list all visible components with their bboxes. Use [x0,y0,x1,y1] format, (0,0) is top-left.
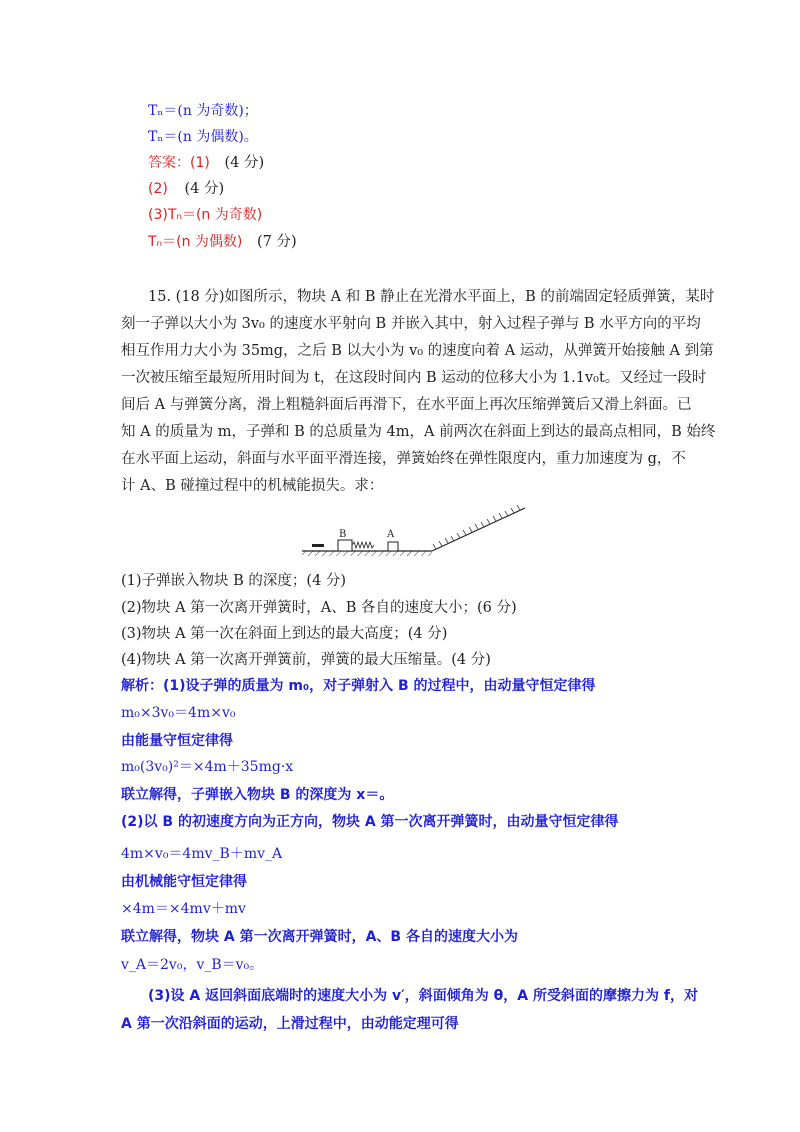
answer-2-line [148,179,224,199]
answer-2-label: (2) [148,181,168,197]
answer-1-score: (4 分) [224,155,265,171]
solution-line-7: 4m×v₀＝4mv_B＋mv_A [121,846,283,862]
problem-line-8: 计 A、B 碰撞过程中的机械能损失。求： [121,478,384,494]
answer-2-score: (4 分) [184,181,225,197]
incline-line [432,508,525,551]
bullet [312,544,324,547]
solution-line-10: 联立解得，物块 A 第一次离开弹簧时，A、B 各自的速度大小为 [121,929,518,945]
incline-hatch [433,505,520,549]
answer-3b-score: (7 分) [257,234,297,250]
question-2: (2)物块 A 第一次离开弹簧时，A、B 各自的速度大小；(6 分) [121,600,517,616]
problem-line-4: 一次被压缩至最短所用时间为 t，在这段时间内 B 运动的位移大小为 1.1v₀t。又经过一段时 [121,370,707,386]
solution-line-13: A 第一次沿斜面的运动，上滑过程中，由动能定理可得 [121,1016,459,1032]
problem-line-7: 在水平面上运动，斜面与水平面平滑连接，弹簧始终在弹性限度内，重力加速度为 g，不 [121,451,686,467]
solution-line-11: v_A＝2v₀，v_B＝v₀。 [121,957,264,973]
solution-line-5: 联立解得，子弹嵌入物块 B 的深度为 x＝。 [121,787,394,803]
spring [352,542,374,548]
answer-3b-line [148,232,297,252]
tn-even-line: Tₙ＝(n 为偶数)。 [148,129,258,145]
problem-line-3: 相互作用力大小为 35mg，之后 B 以大小为 v₀ 的速度向着 A 运动，从弹簧开始接触 A 到第 [121,343,714,359]
ground-hatch [302,551,432,556]
question-4: (4)物块 A 第一次离开弹簧前，弹簧的最大压缩量。(4 分) [121,652,491,668]
block-a [388,542,398,551]
answer-3b-label: Tₙ＝(n 为偶数) [148,234,243,250]
solution-line-12: (3)设 A 返回斜面底端时的速度大小为 v′，斜面倾角为 θ，A 所受斜面的摩擦力为 f，对 [148,988,698,1004]
answer-1-line [148,153,264,173]
block-a-label: A [387,529,395,540]
solution-line-9: ×4m＝×4mv＋mv [121,901,246,917]
tn-odd-line: Tₙ＝(n 为奇数)； [148,103,258,119]
solution-line-3: 由能量守恒定律得 [121,733,233,749]
question-1: (1)子弹嵌入物块 B 的深度；(4 分) [121,573,347,589]
problem-line-1: 15. (18 分)如图所示，物块 A 和 B 静止在光滑水平面上，B 的前端固定轻质弹簧，某时 [148,289,715,305]
problem-line-6: 知 A 的质量为 m，子弹和 B 的总质量为 4m，A 前两次在斜面上到达的最高点相同，B 始终 [121,424,716,440]
question-3: (3)物块 A 第一次在斜面上到达的最大高度；(4 分) [121,626,448,642]
solution-line-8: 由机械能守恒定律得 [121,874,247,890]
block-b [338,540,352,551]
block-b-label: B [339,529,347,540]
solution-line-1: 解析：(1)设子弹的质量为 m₀，对子弹射入 B 的过程中，由动量守恒定律得 [121,678,596,694]
answer-3-line: (3)Tₙ＝(n 为奇数) [148,207,263,223]
problem-line-2: 刻一子弹以大小为 3v₀ 的速度水平射向 B 并嵌入其中，射入过程子弹与 B 水平方向的平均 [121,316,701,332]
solution-line-4: m₀(3v₀)²＝×4m＋35mg·x [121,759,294,775]
solution-line-6: (2)以 B 的初速度方向为正方向，物块 A 第一次离开弹簧时，由动量守恒定律得 [121,814,619,830]
physics-figure [300,500,540,562]
problem-line-5: 间后 A 与弹簧分离，滑上粗糙斜面后再滑下，在水平面上再次压缩弹簧后又滑上斜面。已 [121,397,692,413]
answer-1-label: 答案：(1) [148,155,210,171]
solution-line-2: m₀×3v₀＝4m×v₀ [121,705,236,721]
